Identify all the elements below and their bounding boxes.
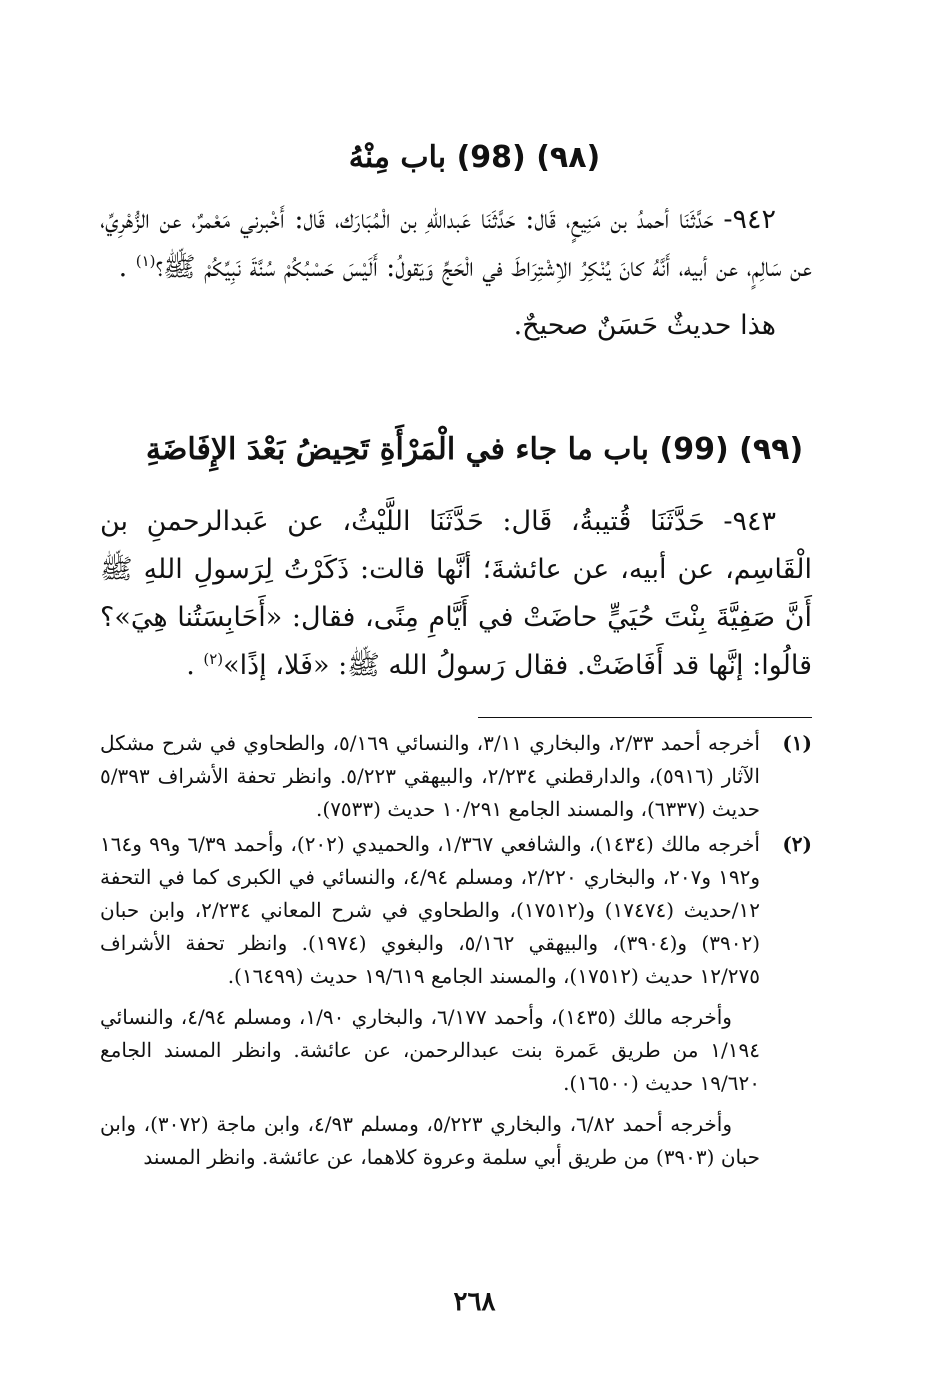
footnote-marker: (٢)	[782, 832, 812, 856]
hadith-grade: هذا حديثٌ حَسَنٌ صحيحٌ.	[513, 310, 776, 341]
hadith-text: ٩٤٢- حَدَّثَنَا أحمدُ بن مَنِيعٍ، قَال: حَدَّثَنَا عَبداللهِ بن الْمُبَارَك، قَال: أَخْبرني مَعْمرٌ، عن الزُّهْرِيِّ، عن سَالِمٍ، عن أبيه، أَنَّهُ كانَ يُنْكِرُ الاِشْتِرَاطَ في الْحَجِّ وَيَقولُ: أَلَيْسَ حَسْبُكُمْ سُنَّةَ نَبِيِّكُمْ ﷺ؟	[100, 204, 812, 283]
footnote-2	[100, 828, 812, 1174]
chapter-title: باب مِنْهُ	[348, 140, 447, 175]
hadith-ending: .	[118, 252, 136, 283]
footnote-paragraph: وأخرجه أحمد ٦/٨٢، والبخاري ٥/٢٢٣، ومسلم ٤/٩٣، وابن ماجة (٣٠٧٢)، وابن حبان (٣٩٠٣) من طريق أبي سلمة وعروة كلاهما، عن عائشة. وانظر المسند	[100, 1112, 760, 1169]
footnote-paragraph: أخرجه أحمد ٢/٣٣، والبخاري ٣/١١، والنسائي ٥/١٦٩، والطحاوي في شرح مشكل الآثار (٥٩١٦)، والدارقطني ٢/٢٣٤، والبيهقي ٥/٢٢٣. وانظر تحفة الأشراف ٥/٣٩٣ حديث (٦٣٣٧)، والمسند الجامع ١٠/٢٩١ حديث (٧٥٣٣).	[100, 731, 760, 821]
chapter-number: (٩٨) (98)	[456, 140, 601, 175]
footnote-ref: (٢)	[203, 650, 224, 668]
footnote-body	[100, 727, 760, 826]
footnote-paragraph: وأخرجه مالك (١٤٣٥)، وأحمد ٦/١٧٧، والبخاري ١/٩٠، ومسلم ٤/٩٤، والنسائي ١/١٩٤ من طريق عَمرة بنت عبدالرحمن، عن عائشة. وانظر المسند الجامع ١٩/٦٢٠ حديث (١٦٥٠٠).	[100, 1005, 760, 1095]
chapter-title: باب ما جاء في الْمَرْأَةِ تَحِيضُ بَعْدَ الإِفَاضَةِ	[145, 432, 650, 467]
hadith-ending: .	[186, 650, 204, 681]
page-number: ٢٦٨	[453, 1287, 496, 1317]
footnote-separator	[478, 717, 812, 718]
footnote-1	[100, 727, 812, 826]
hadith-942-text	[100, 196, 812, 292]
hadith-text: ٩٤٣- حَدَّثَنَا قُتيبةُ، قَال: حَدَّثَنَا اللَّيْثُ، عن عَبدالرحمنِ بن الْقَاسِم، عن أبيه، عن عائشةَ؛ أنَّها قالت: ذَكَرْتُ لِرَسولِ اللهِ ﷺ أَنَّ صَفِيَّةَ بِنْتَ حُيَيٍّ حاضَتْ في أَيَّامِ مِنًى، فقال: «أَحَابِسَتُنا هِيَ»؟ قالُوا: إنَّها قد أَفَاضَتْ. فقال رَسولُ الله ﷺ: «فَلا، إذًا»	[100, 506, 812, 681]
footnote-body	[100, 828, 760, 1174]
hadith-943	[100, 498, 812, 690]
footnote-ref: (١)	[135, 252, 156, 270]
chapter-98-heading	[100, 138, 849, 178]
footnotes	[100, 727, 812, 1174]
footnote-paragraph: أخرجه مالك (١٤٣٤)، والشافعي ١/٣٦٧، والحميدي (٢٠٢)، وأحمد ٦/٣٩ و٩٩ و١٦٤ و١٩٢ و٢٠٧، والبخاري ٢/٢٢٠، ومسلم ٤/٩٤، والنسائي في الكبرى كما في التحفة ١٢/حديث (١٧٤٧٤) و(١٧٥١٢)، والطحاوي في شرح المعاني ٢/٢٣٤، وابن حبان (٣٩٠٢) و(٣٩٠٤)، والبيهقي ٥/١٦٢، والبغوي (١٩٧٤). وانظر تحفة الأشراف ١٢/٢٧٥ حديث (١٧٥١٢)، والمسند الجامع ١٩/٦١٩ حديث (١٦٤٩٩).	[100, 832, 761, 988]
hadith-942	[100, 196, 812, 350]
footnote-marker: (١)	[782, 731, 812, 755]
hadith-943-text	[100, 498, 812, 690]
chapter-number: (٩٩) (99)	[659, 432, 804, 467]
chapter-99-heading	[100, 430, 849, 470]
